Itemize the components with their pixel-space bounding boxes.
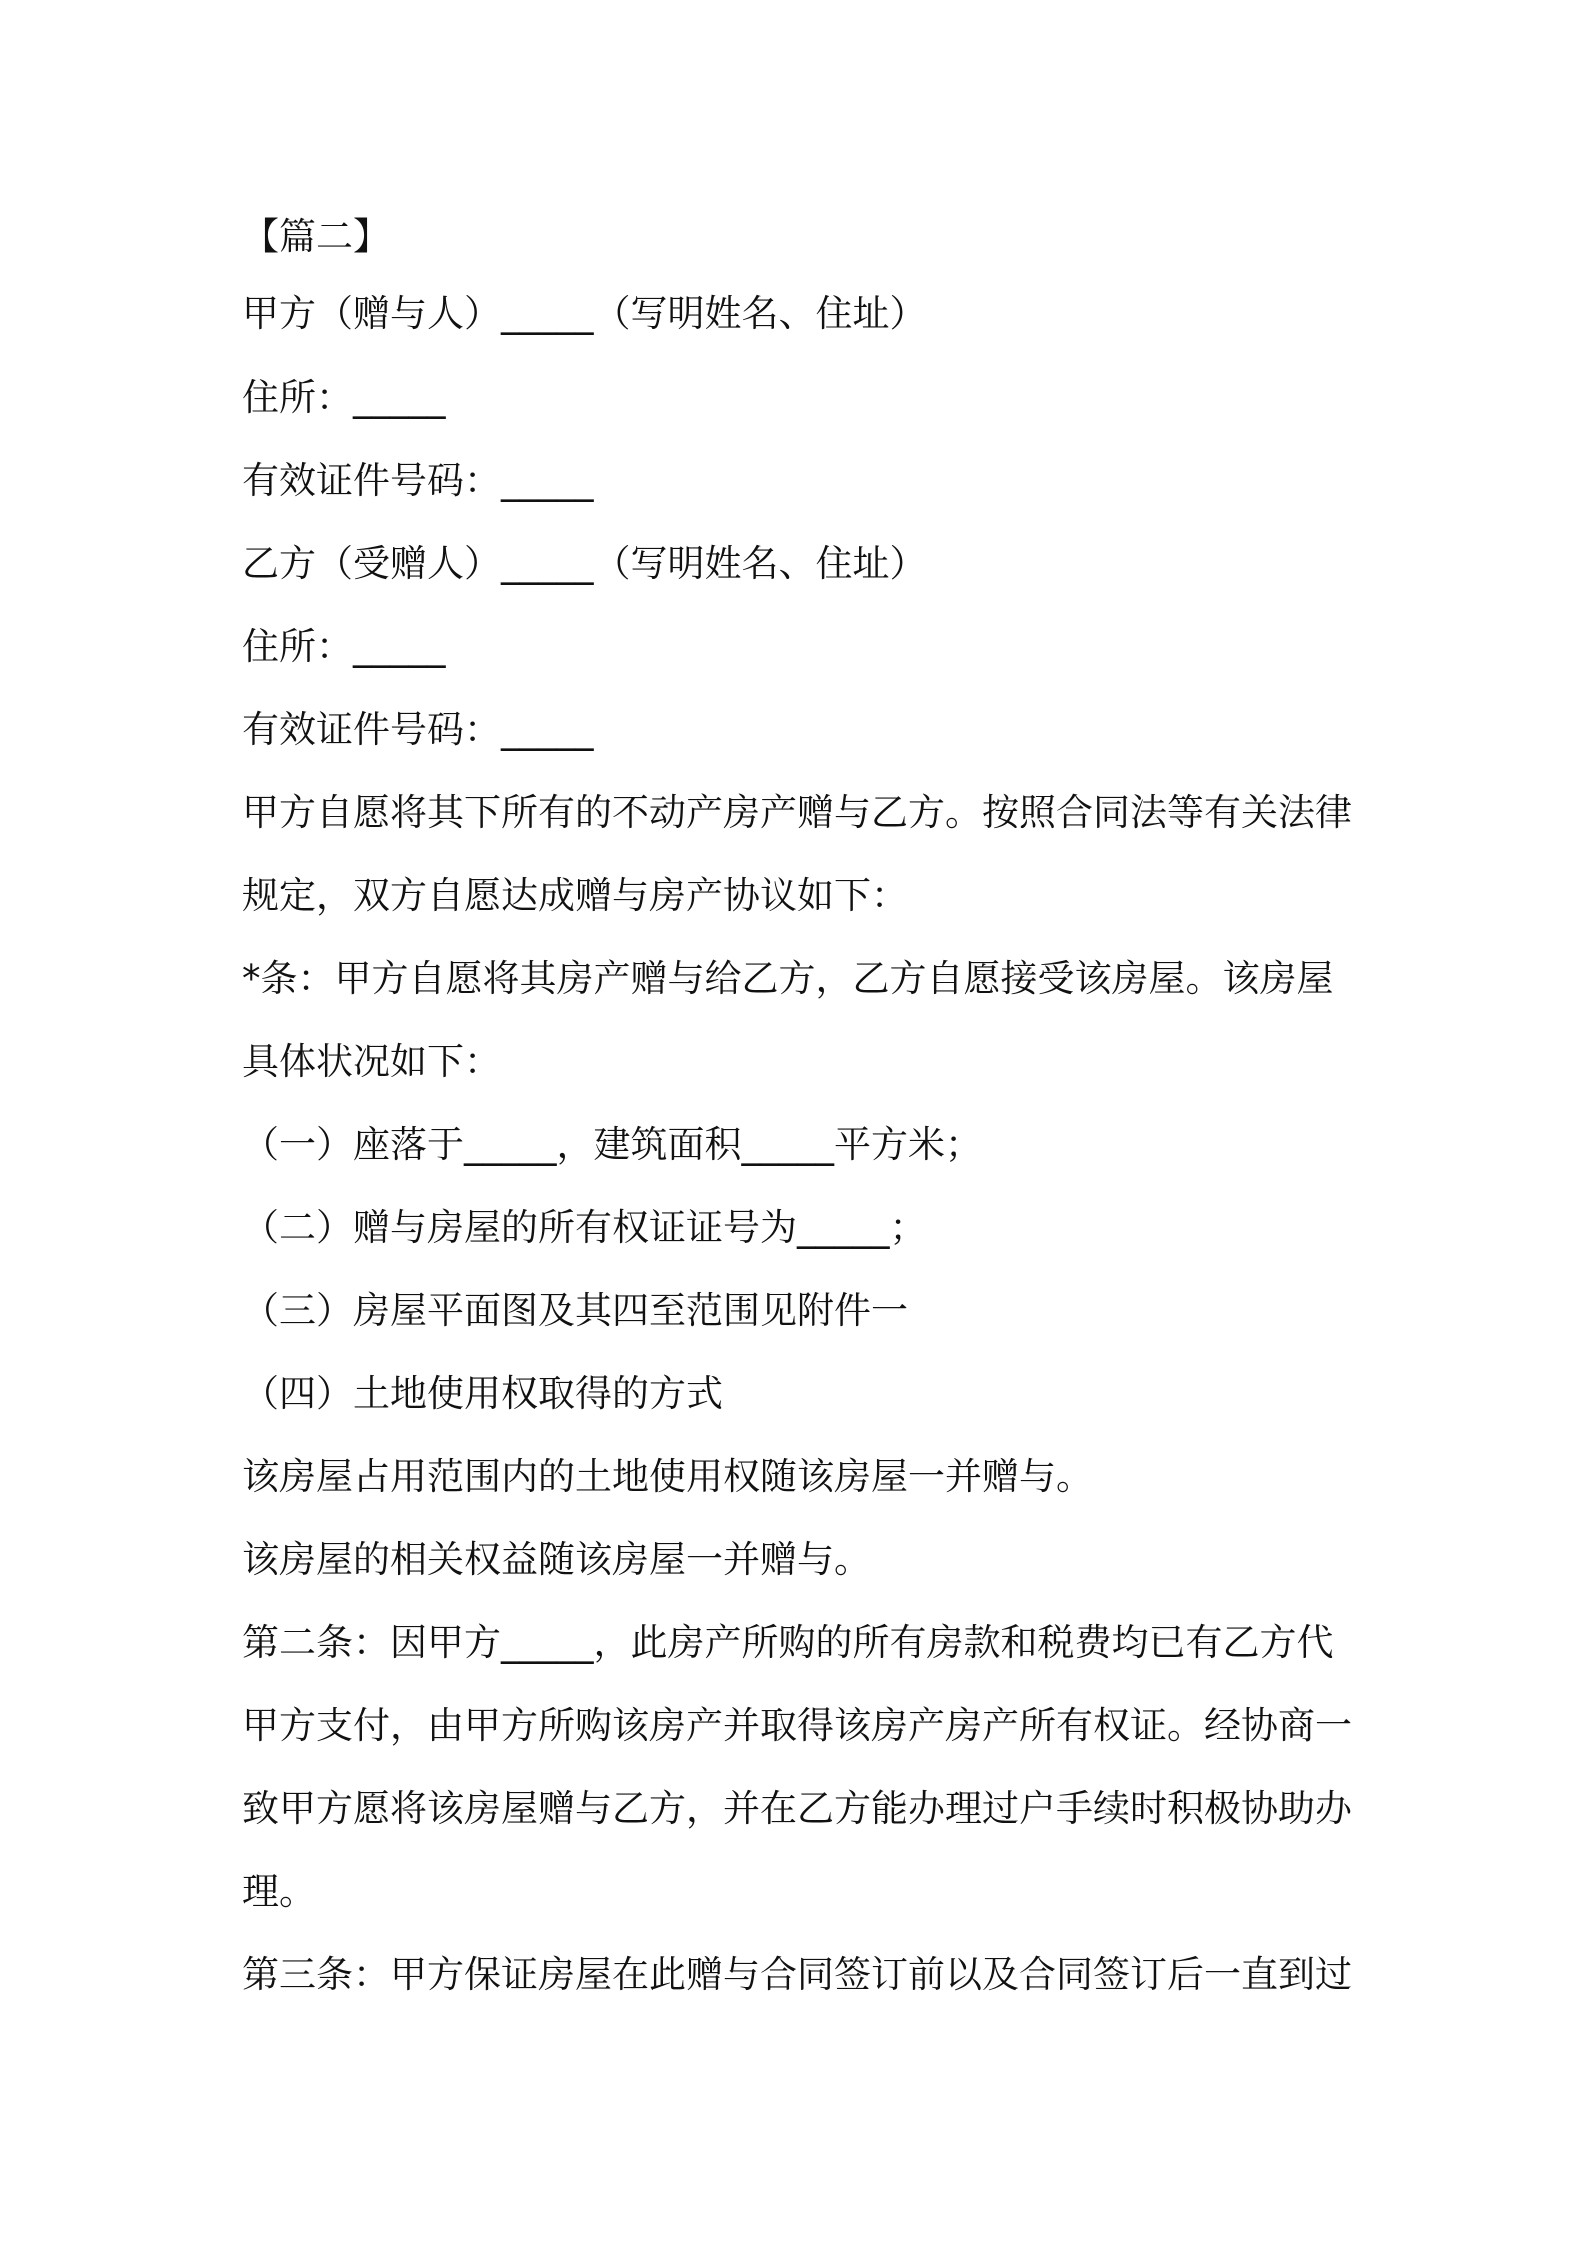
list-item: （一）座落于_____，建筑面积_____平方米；	[242, 1123, 982, 1166]
party-b-address: 住所：_____	[242, 625, 446, 668]
paragraph-line: 致甲方愿将该房屋赠与乙方，并在乙方能办理过户手续时积极协助办	[242, 1787, 1352, 1830]
party-a-line: 甲方（赠与人）_____（写明姓名、住址）	[242, 292, 927, 335]
paragraph-line: 第三条：甲方保证房屋在此赠与合同签订前以及合同签订后一直到过	[242, 1953, 1352, 1996]
party-b-line: 乙方（受赠人）_____（写明姓名、住址）	[242, 542, 927, 585]
paragraph-line: 具体状况如下：	[242, 1040, 501, 1083]
party-a-id-number: 有效证件号码：_____	[242, 459, 594, 502]
list-item: （二）赠与房屋的所有权证证号为_____；	[242, 1206, 927, 1249]
paragraph-line: 第二条：因甲方_____，此房产所购的所有房款和税费均已有乙方代	[242, 1621, 1334, 1664]
party-a-address: 住所：_____	[242, 376, 446, 419]
paragraph-line: 该房屋的相关权益随该房屋一并赠与。	[242, 1538, 871, 1581]
paragraph-line: 规定，双方自愿达成赠与房产协议如下：	[242, 874, 908, 917]
paragraph-line: 甲方自愿将其下所有的不动产房产赠与乙方。按照合同法等有关法律	[242, 791, 1352, 834]
list-item: （三）房屋平面图及其四至范围见附件一	[242, 1289, 908, 1332]
paragraph-line: 理。	[242, 1870, 316, 1913]
section-heading: 【篇二】	[242, 215, 390, 258]
list-item: （四）土地使用权取得的方式	[242, 1372, 723, 1415]
paragraph-line: 甲方支付，由甲方所购该房产并取得该房产房产所有权证。经协商一	[242, 1704, 1352, 1747]
paragraph-line: 该房屋占用范围内的土地使用权随该房屋一并赠与。	[242, 1455, 1093, 1498]
party-b-id-number: 有效证件号码：_____	[242, 708, 594, 751]
paragraph-line: *条：甲方自愿将其房产赠与给乙方，乙方自愿接受该房屋。该房屋	[242, 957, 1334, 1000]
